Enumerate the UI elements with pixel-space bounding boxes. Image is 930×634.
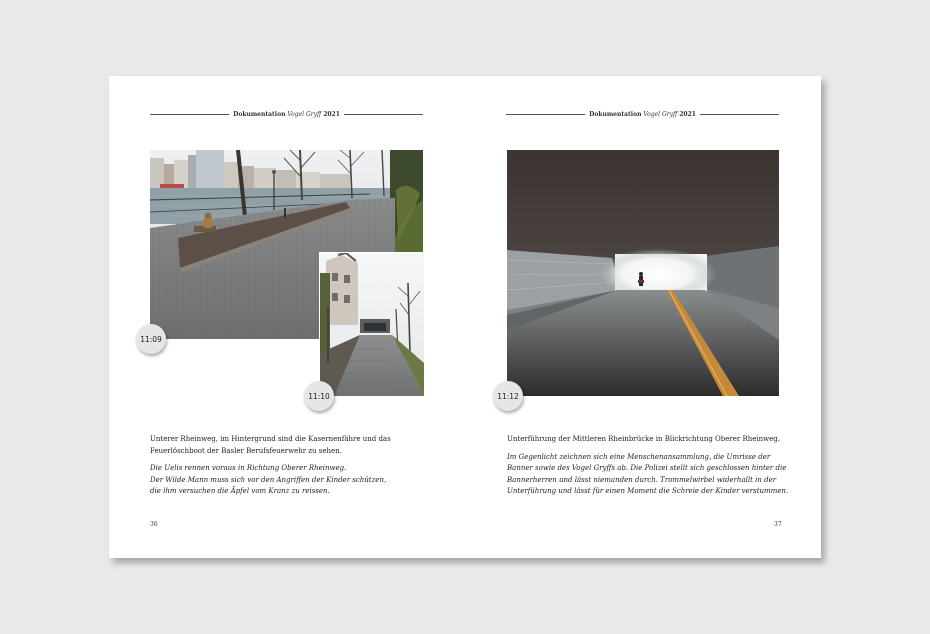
italic-line: Der Wilde Mann muss sich vor den Angriffen der Kinder schützen, — [150, 475, 387, 484]
page-number: 37 — [774, 521, 782, 528]
italic-line: Im Gegenlicht zeichnen sich eine Menschenansammlung, die Umrisse der — [507, 452, 771, 461]
photo-street — [319, 252, 424, 396]
time-badge: 11:12 — [493, 381, 523, 411]
header-title: Dokumentation Vogel Gryff 2021 — [589, 111, 696, 118]
page-number: 36 — [150, 521, 158, 528]
time-badge: 11:10 — [304, 381, 334, 411]
header-rule-right — [700, 114, 779, 115]
italic-line: Banner sowie des Vogel Gryffs ab. Die Polizei stellt sich geschlossen hinter die — [507, 464, 787, 472]
header-rule-left — [506, 114, 585, 115]
caption — [150, 434, 435, 504]
book-spread — [109, 76, 821, 558]
italic-line: Bannerherren und lässt niemanden durch. Trommelwirbel widerhallt in der — [507, 475, 777, 484]
caption-line: Feuerlöschboot der Basler Berufsfeuerwehr zu sehen. — [150, 446, 342, 455]
running-header — [506, 111, 779, 118]
photo-underpass — [507, 150, 779, 396]
header-rule-right — [344, 114, 423, 115]
header-title: Dokumentation Vogel Gryff 2021 — [233, 111, 340, 118]
italic-line: Unterführung und lässt für einen Moment die Schreie der Kinder verstummen. — [507, 487, 789, 495]
left-page — [109, 76, 465, 558]
right-page — [465, 76, 821, 558]
caption — [507, 434, 807, 504]
running-header — [150, 111, 423, 118]
caption-line: Unterführung der Mittleren Rheinbrücke in Blickrichtung Oberer Rheinweg. — [507, 435, 780, 443]
italic-line: die ihm versuchen die Äpfel vom Kranz zu reissen. — [150, 487, 330, 495]
header-rule-left — [150, 114, 229, 115]
time-badge: 11:09 — [136, 324, 166, 354]
italic-line: Die Uelis rennen voraus in Richtung Oberer Rheinweg. — [150, 464, 347, 472]
caption-line: Unterer Rheinweg, im Hintergrund sind die Kasernenfähre und das — [150, 435, 391, 443]
